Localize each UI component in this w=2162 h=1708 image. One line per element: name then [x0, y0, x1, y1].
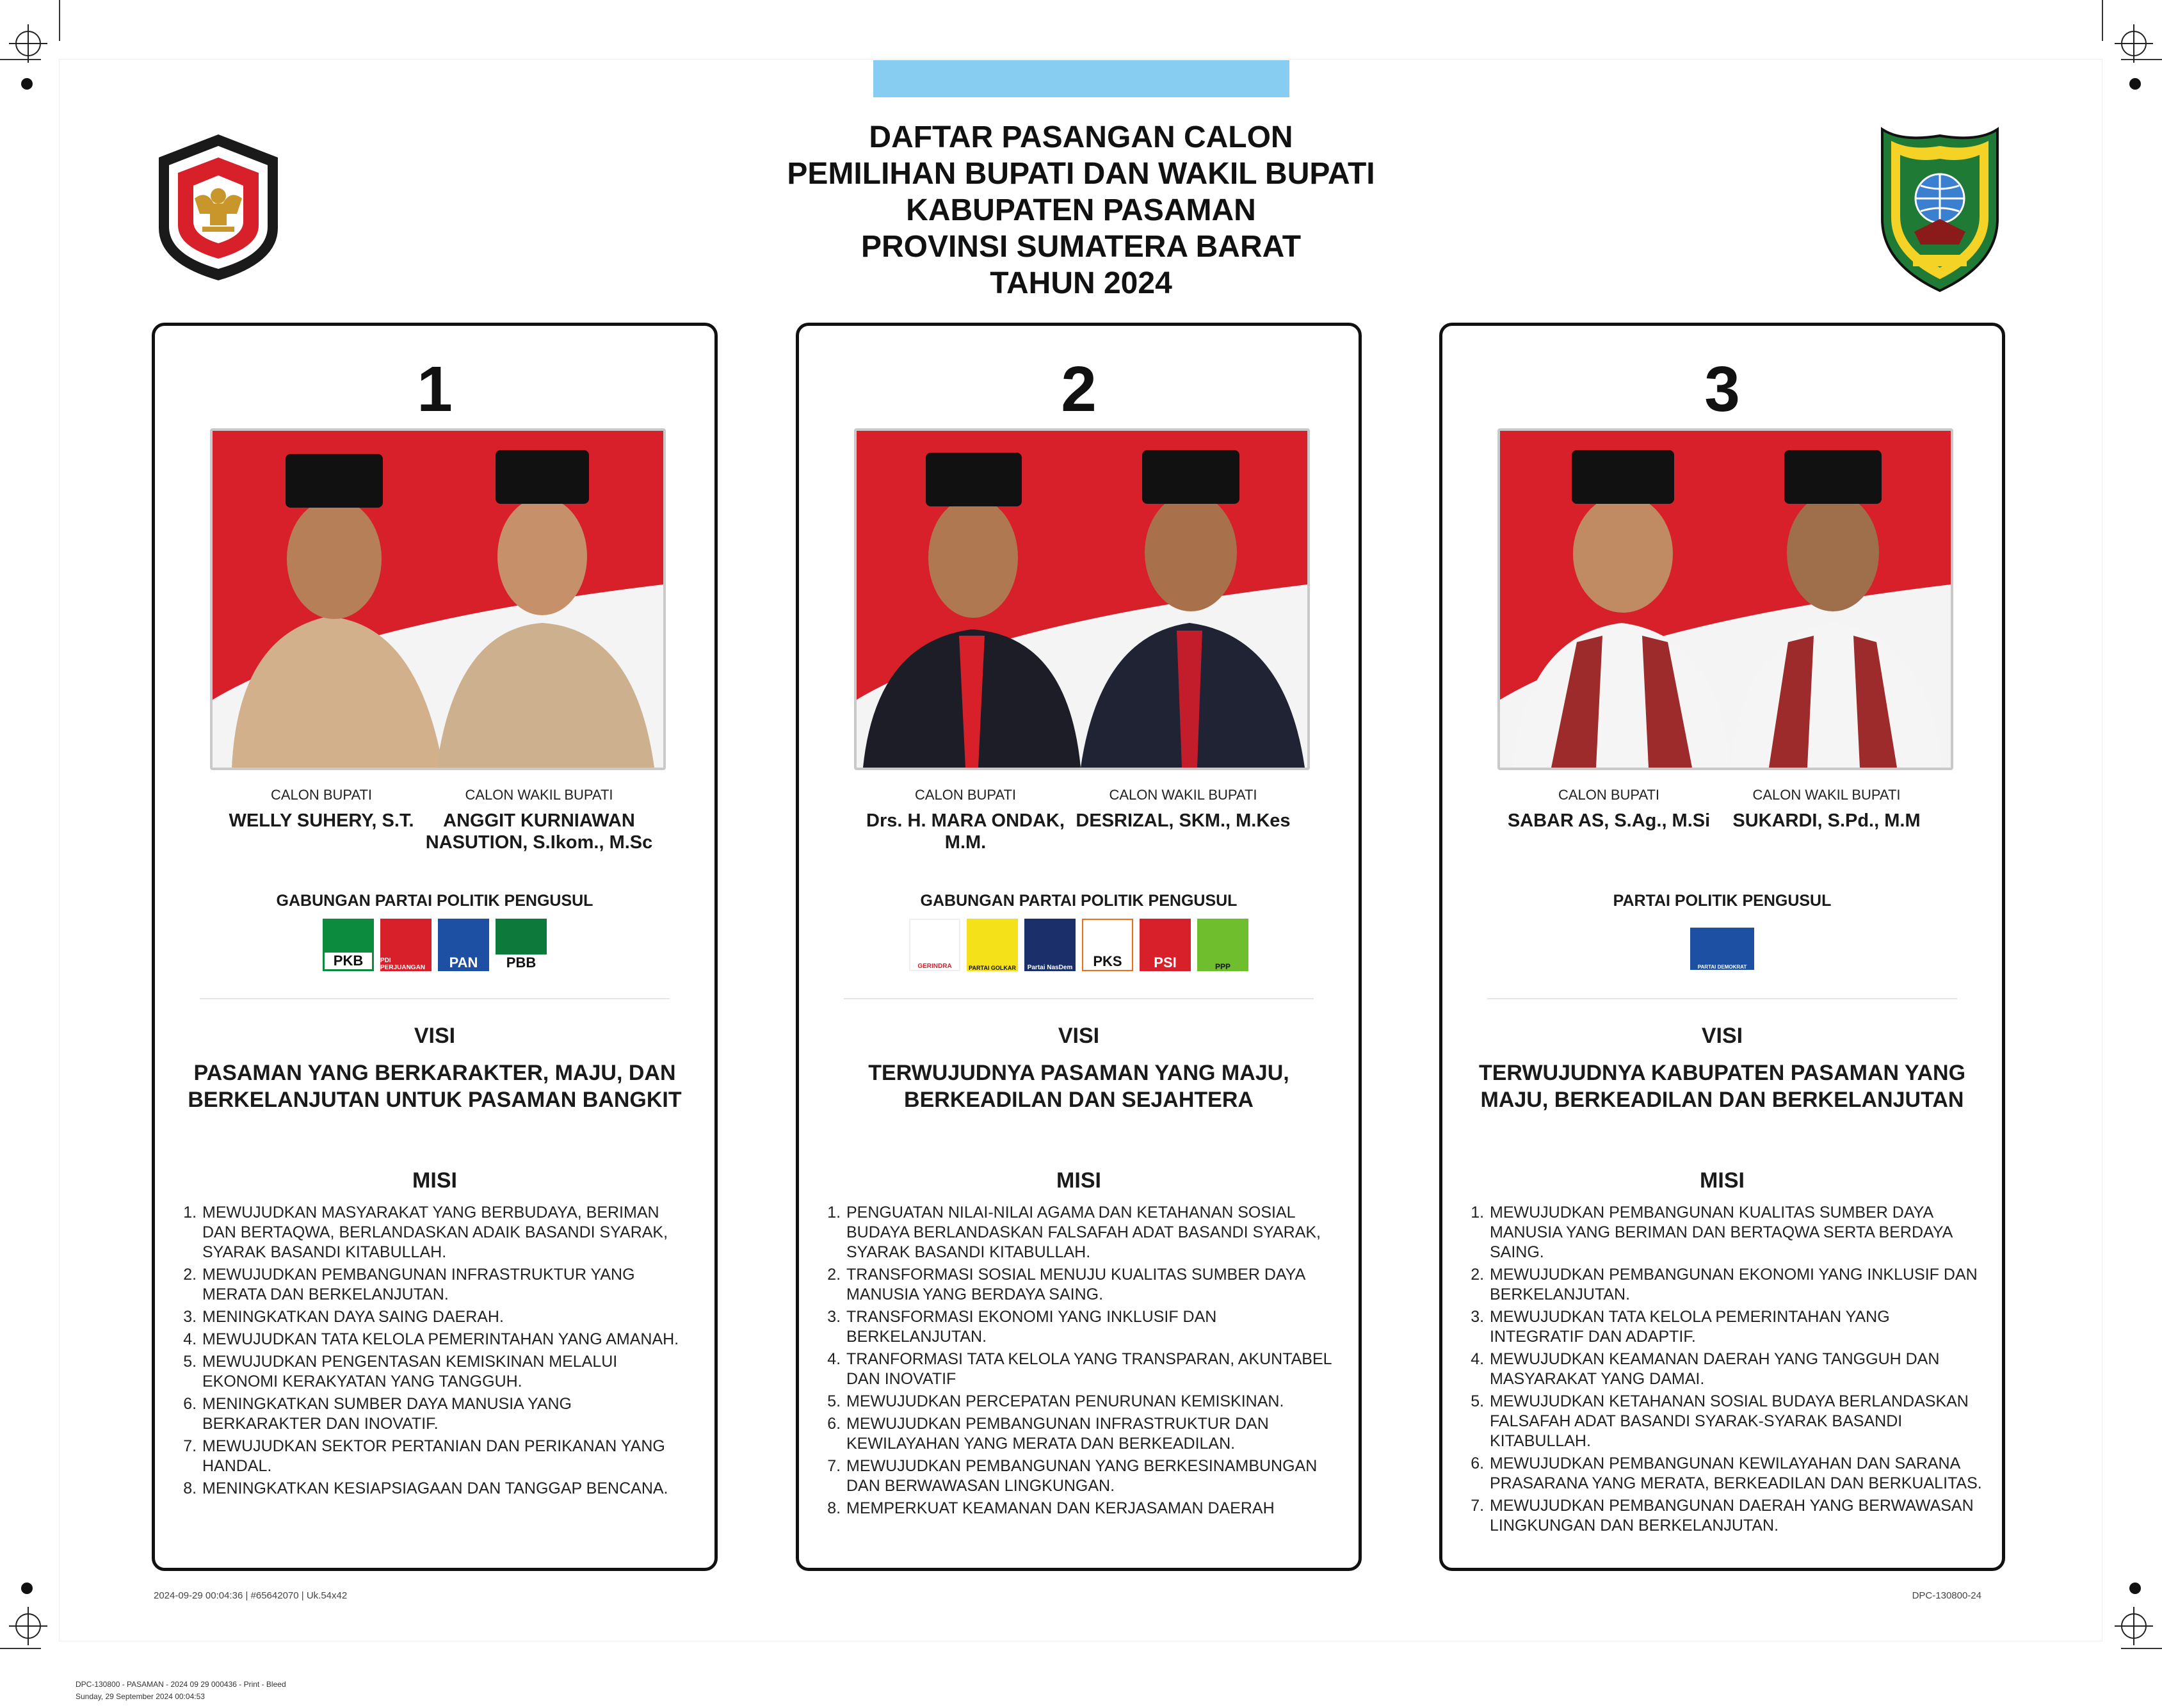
registration-dot-icon	[21, 1583, 33, 1594]
wakil-role-label: CALON WAKIL BUPATI	[1109, 787, 1257, 803]
crop-mark	[59, 0, 60, 41]
misi-item: 6. MEWUJUDKAN PEMBANGUNAN INFRASTRUKTUR DAN KEWILAYAHAN YANG MERATA DAN BERKEADILAN.	[845, 1414, 1339, 1454]
misi-item: 7. MEWUJUDKAN PEMBANGUNAN YANG BERKESINAMBUNGAN DAN BERWAWASAN LINGKUNGAN.	[845, 1456, 1339, 1496]
misi-item: 7. MEWUJUDKAN PEMBANGUNAN DAERAH YANG BERWAWASAN LINGKUNGAN DAN BERKELANJUTAN.	[1488, 1496, 1983, 1536]
color-bar	[873, 60, 1289, 97]
party-logo-pan: PAN	[438, 919, 489, 971]
candidate-panel	[796, 323, 1362, 1571]
misi-heading: MISI	[1056, 1168, 1101, 1193]
divider	[1487, 998, 1957, 999]
print-code: DPC-130800-24	[1912, 1590, 1981, 1601]
registration-dot-icon	[2129, 78, 2141, 90]
wakil-name: DESRIZAL, SKM., M.Kes	[1076, 810, 1291, 831]
misi-item: 2. MEWUJUDKAN PEMBANGUNAN INFRASTRUKTUR YANG MERATA DAN BERKELANJUTAN.	[201, 1265, 695, 1305]
coalition-label: GABUNGAN PARTAI POLITIK PENGUSUL	[920, 892, 1238, 910]
misi-item: 3. TRANSFORMASI EKONOMI YANG INKLUSIF DAN BERKELANJUTAN.	[845, 1307, 1339, 1347]
candidate-photo	[210, 428, 666, 770]
visi-text: TERWUJUDNYA PASAMAN YANG MAJU, BERKEADILAN DAN SEJAHTERA	[868, 1061, 1289, 1112]
crop-mark	[2102, 0, 2103, 41]
wakil-role-label: CALON WAKIL BUPATI	[1752, 787, 1901, 803]
misi-item: 3. MENINGKATKAN DAYA SAING DAERAH.	[201, 1307, 695, 1327]
title-line: PEMILIHAN BUPATI DAN WAKIL BUPATI	[787, 157, 1375, 191]
bupati-role-label: CALON BUPATI	[270, 787, 373, 803]
misi-item: 1. MEWUJUDKAN PEMBANGUNAN KUALITAS SUMBER DAYA MANUSIA YANG BERIMAN DAN BERTAQWA SERTA BERDAYA SAING.	[1488, 1203, 1983, 1262]
visi-heading: VISI	[1058, 1024, 1100, 1048]
party-logo-pbb: PBB	[496, 919, 547, 971]
candidate-photo	[854, 428, 1310, 770]
misi-item: 4. TRANFORMASI TATA KELOLA YANG TRANSPARAN, AKUNTABEL DAN INOVATIF	[845, 1349, 1339, 1389]
divider	[844, 998, 1314, 999]
slug-line: Sunday, 29 September 2024 00:04:53	[76, 1692, 205, 1701]
wakil-name: SUKARDI, S.Pd., M.M	[1732, 810, 1921, 831]
misi-item: 8. MENINGKATKAN KESIAPSIAGAAN DAN TANGGAP BENCANA.	[201, 1479, 695, 1499]
poster-title	[640, 119, 1522, 302]
party-logos	[799, 919, 1359, 971]
candidate-number: 2	[1061, 353, 1097, 425]
misi-list	[825, 1203, 1339, 1521]
misi-item: 4. MEWUJUDKAN TATA KELOLA PEMERINTAHAN YANG AMANAH.	[201, 1330, 695, 1349]
registration-dot-icon	[21, 78, 33, 90]
title-line: PROVINSI SUMATERA BARAT	[860, 230, 1302, 264]
divider	[200, 998, 670, 999]
misi-item: 8. MEMPERKUAT KEAMANAN DAN KERJASAMAN DAERAH	[845, 1499, 1339, 1519]
crop-mark	[2121, 1648, 2162, 1649]
crop-mark	[0, 59, 41, 60]
misi-item: 1. MEWUJUDKAN MASYARAKAT YANG BERBUDAYA, BERIMAN DAN BERTAQWA, BERLANDASKAN ADAIK BASANDI SYARAK, SYARAK BASANDI KITABULLAH.	[201, 1203, 695, 1262]
visi-heading: VISI	[414, 1024, 456, 1048]
party-logo-pkb: PKB	[323, 919, 374, 971]
crop-mark	[2121, 59, 2162, 60]
party-logo-pks: PKS	[1082, 919, 1133, 971]
misi-list	[181, 1203, 695, 1501]
bupati-role-label: CALON BUPATI	[1558, 787, 1660, 803]
coalition-label: PARTAI POLITIK PENGUSUL	[1613, 892, 1832, 910]
misi-item: 5. MEWUJUDKAN PERCEPATAN PENURUNAN KEMISKINAN.	[845, 1392, 1339, 1412]
crop-mark	[0, 1648, 41, 1649]
misi-item: 3. MEWUJUDKAN TATA KELOLA PEMERINTAHAN YANG INTEGRATIF DAN ADAPTIF.	[1488, 1307, 1983, 1347]
misi-heading: MISI	[412, 1168, 457, 1193]
misi-item: 5. MEWUJUDKAN PENGENTASAN KEMISKINAN MELALUI EKONOMI KERAKYATAN YANG TANGGUH.	[201, 1352, 695, 1392]
registration-dot-icon	[2129, 1583, 2141, 1594]
party-logo-golkar: PARTAI GOLKAR	[967, 919, 1018, 971]
visi-text: TERWUJUDNYA KABUPATEN PASAMAN YANG MAJU, BERKEADILAN DAN BERKELANJUTAN	[1478, 1061, 1966, 1112]
registration-mark-icon	[15, 31, 41, 56]
bupati-block	[1494, 787, 1724, 832]
candidate-panel	[1439, 323, 2005, 1571]
registration-mark-icon	[2121, 1613, 2147, 1639]
candidate-number: 1	[417, 353, 453, 425]
title-line: KABUPATEN PASAMAN	[906, 193, 1256, 227]
wakil-block	[424, 787, 654, 853]
misi-item: 4. MEWUJUDKAN KEAMANAN DAERAH YANG TANGGUH DAN MASYARAKAT YANG DAMAI.	[1488, 1349, 1983, 1389]
misi-item: 1. PENGUATAN NILAI-NILAI AGAMA DAN KETAHANAN SOSIAL BUDAYA BERLANDASKAN FALSAFAH ADAT BASANDI SYARAK, SYARAK BASANDI KITABULLAH.	[845, 1203, 1339, 1262]
party-logo-pdip: PDI PERJUANGAN	[380, 919, 432, 971]
coalition-label: GABUNGAN PARTAI POLITIK PENGUSUL	[276, 892, 593, 910]
misi-item: 5. MEWUJUDKAN KETAHANAN SOSIAL BUDAYA BERLANDASKAN FALSAFAH ADAT BASANDI SYARAK-SYARAK BASANDI KITABULLAH.	[1488, 1392, 1983, 1451]
print-info: 2024-09-29 00:04:36 | #65642070 | Uk.54x42	[154, 1590, 348, 1601]
party-logos	[155, 919, 714, 971]
party-logo-nasdem: Partai NasDem	[1024, 919, 1076, 971]
misi-item: 6. MENINGKATKAN SUMBER DAYA MANUSIA YANG BERKARAKTER DAN INOVATIF.	[201, 1394, 695, 1434]
pasaman-regency-logo	[1876, 123, 2004, 294]
candidate-photo	[1497, 428, 1953, 770]
title-line: DAFTAR PASANGAN CALON	[869, 120, 1293, 154]
bupati-name: WELLY SUHERY, S.T.	[229, 810, 414, 831]
candidate-number: 3	[1704, 353, 1740, 425]
misi-item: 2. TRANSFORMASI SOSIAL MENUJU KUALITAS SUMBER DAYA MANUSIA YANG BERDAYA SAING.	[845, 1265, 1339, 1305]
misi-item: 2. MEWUJUDKAN PEMBANGUNAN EKONOMI YANG INKLUSIF DAN BERKELANJUTAN.	[1488, 1265, 1983, 1305]
wakil-block	[1711, 787, 1942, 832]
misi-item: 6. MEWUJUDKAN PEMBANGUNAN KEWILAYAHAN DAN SARANA PRASARANA YANG MERATA, BERKEADILAN DAN BERKUALITAS.	[1488, 1454, 1983, 1494]
bupati-name: Drs. H. MARA ONDAK, M.M.	[866, 810, 1065, 853]
misi-heading: MISI	[1700, 1168, 1745, 1193]
bupati-block	[206, 787, 437, 832]
wakil-role-label: CALON WAKIL BUPATI	[465, 787, 613, 803]
visi-heading: VISI	[1701, 1024, 1743, 1048]
party-logo-demokrat: PARTAI DEMOKRAT	[1690, 928, 1754, 970]
slug-line: DPC-130800 - PASAMAN - 2024 09 29 000436 - Print - Bleed	[76, 1680, 286, 1689]
candidate-panel	[152, 323, 718, 1571]
misi-list	[1468, 1203, 1983, 1538]
party-logo-gerindra: GERINDRA	[909, 919, 960, 971]
wakil-block	[1068, 787, 1298, 832]
bupati-block	[850, 787, 1081, 853]
registration-mark-icon	[15, 1613, 41, 1639]
bupati-name: SABAR AS, S.Ag., M.Si	[1507, 810, 1711, 831]
misi-item: 7. MEWUJUDKAN SEKTOR PERTANIAN DAN PERIKANAN YANG HANDAL.	[201, 1437, 695, 1476]
bupati-role-label: CALON BUPATI	[914, 787, 1017, 803]
wakil-name: ANGGIT KURNIAWAN NASUTION, S.Ikom., M.Sc	[425, 810, 653, 853]
registration-mark-icon	[2121, 31, 2147, 56]
visi-text: PASAMAN YANG BERKARAKTER, MAJU, DAN BERKELANJUTAN UNTUK PASAMAN BANGKIT	[188, 1061, 682, 1112]
party-logo-psi: PSI	[1140, 919, 1191, 971]
party-logo-ppp: PPP	[1197, 919, 1248, 971]
kpu-logo	[152, 132, 284, 283]
title-line: TAHUN 2024	[990, 266, 1172, 300]
print-slug	[76, 1679, 286, 1703]
party-logos	[1442, 919, 2002, 970]
